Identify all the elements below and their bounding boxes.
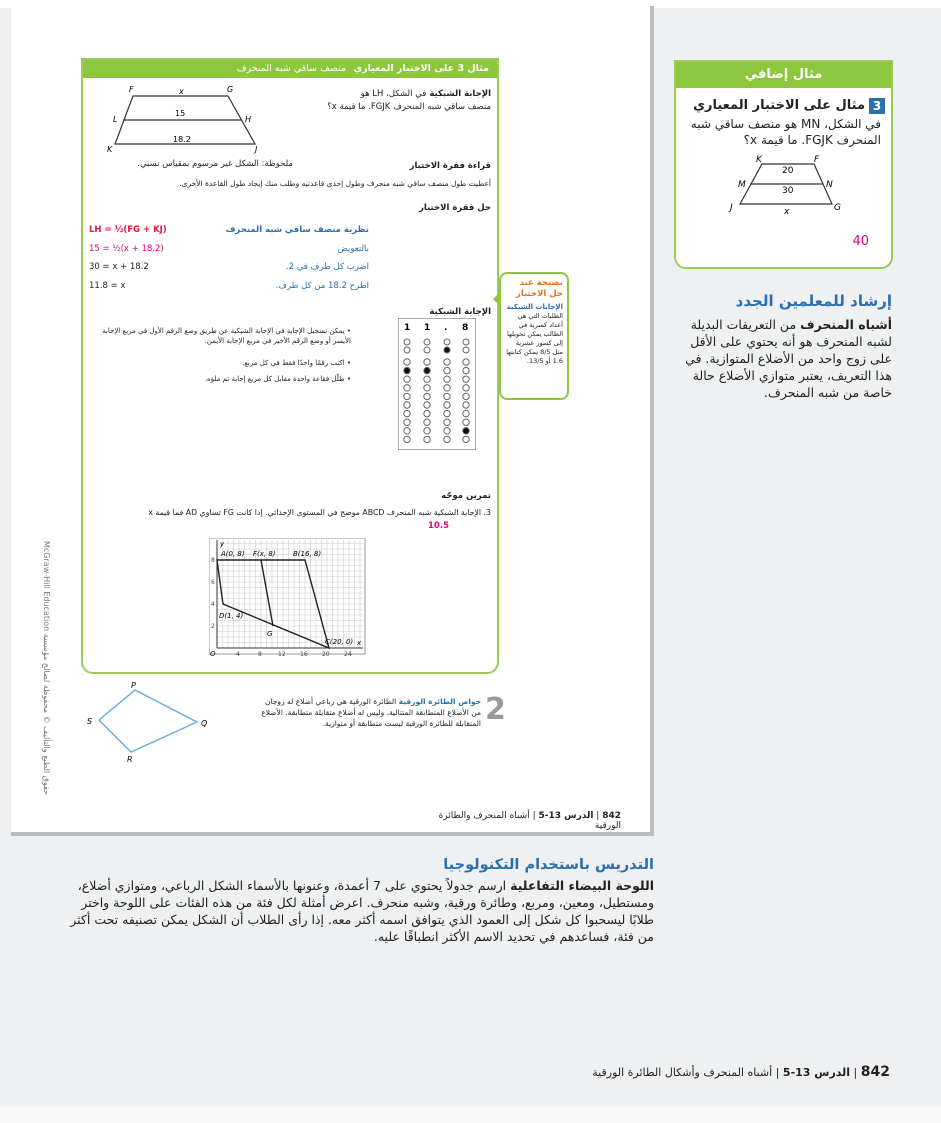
grid-digit: 8 [462,323,469,333]
answer-bubble [404,367,410,373]
grid-answer-title: الإجابة الشبكية [429,307,491,317]
kite-section-number: 2 [485,692,506,727]
coordinate-grid [209,538,369,658]
answer-bubble [444,428,450,434]
step-3-reason: اضرب كل طرف في 2. [285,262,369,272]
step-2-reason: بالتعويض [337,244,369,254]
fig-bot-label: 18.2 [173,135,191,144]
example-header: مثال 3 على الاختبار المعياري منصف ساقي شبه المنحرف [83,60,497,78]
answer-bubble [404,410,410,416]
answer-bubble [424,402,430,408]
answer-bubble [424,385,430,391]
step-2-eq: 15 = ½(x + 18.2) [89,244,164,254]
copyright-vertical: McGraw-Hill Education حقوق الطبع والتأليف © محفوظة لصالح مؤسسة [42,541,51,795]
kite-vertex-P: P [131,682,136,690]
answer-bubble [424,367,430,373]
answer-bubble [404,339,410,345]
technology-teaching-title: التدريس باستخدام التكنولوجيا [443,857,654,873]
y-tick: 8 [211,557,215,564]
label-y: y [220,540,225,548]
fig-mid-label: 15 [175,109,186,118]
grid-digit: 1 [424,323,431,333]
grid-bullet-2: • اكتب رقمًا واحدًا فقط في كل مربع. [241,359,351,367]
answer-bubble [404,359,410,365]
y-tick: 2 [211,623,215,630]
answer-bubble [444,347,450,353]
x-tick: 4 [236,651,240,658]
answer-bubble [404,376,410,382]
answer-bubble [404,347,410,353]
answer-bubble [463,376,469,382]
footer-page-number: 842 [860,1064,890,1080]
kite-vertex-R: R [127,755,133,762]
label-D: D(1, 4) [219,612,244,620]
answer-bubble [444,393,450,399]
answer-bubble [424,419,430,425]
side-vertex-F: F [814,155,820,165]
guided-practice-title: تمرين موجّه [441,491,491,501]
footer-lesson-title: أشباه المنحرف وأشكال الطائرة الورقية [592,1066,773,1079]
label-C: C(20, 0) [325,638,354,646]
fig-top-label: x [179,87,184,96]
answer-bubble [463,428,469,434]
grid-bullet-1: • يمكن تسجيل الإجابة في الإجابة الشبكية عن طريق وضع الرقم الأول في مربع الإجابة الأيسر أو وضع الرقم الأخير في مربع الإجابة الأيمن. [102,327,351,345]
grid-digit: . [444,323,448,333]
side-trapezoid-figure [728,154,848,214]
answer-bubble [424,410,430,416]
answer-bubble [444,410,450,416]
answer-bubble [424,436,430,442]
side-example-answer: 40 [852,234,869,249]
example-number-badge: 3 [869,98,885,114]
kite-outline [99,690,197,752]
figure-note: ملحوظة: الشكل غير مرسوم بمقياس نسبي. [137,159,293,169]
side-vertex-K: K [756,155,762,165]
answer-bubble [404,385,410,391]
vertex-H: H [245,115,252,124]
answer-bubble [444,339,450,345]
grid-question-title: الإجابة الشبكية في الشكل، LH هو [360,89,491,99]
answer-bubble [424,376,430,382]
side-vertex-N: N [826,180,833,190]
kite-text: خواص الطائرة الورقية الطائرة الورقية هي رباعي أضلاع له زوجان من الأضلاع المتطابقة المتتالية، وليس له أضلاع متقابلة متطابقة. الأضلاع المتقابلة للطائرة الورقية ليست متطابقة أو متوازية. [261,697,481,728]
vertex-J: J [255,145,258,154]
answer-bubble [424,393,430,399]
answer-bubble [424,428,430,434]
label-x: x [357,639,362,647]
answer-bubble [444,385,450,391]
y-tick: 6 [211,579,215,586]
answer-bubble [424,359,430,365]
answer-bubble [463,385,469,391]
tip-text: الطلبات التي هي أعداد كسرية في الطالب يمكن تحويلها إلى كسور عشرية مثل 8/5 يمكن كتابتها 1.6 أو 13/5. [506,312,563,365]
label-F: F(x, 8) [253,550,276,558]
side-vertex-M: M [738,180,746,190]
step-3-eq: 30 = x + 18.2 [89,262,149,272]
page-footer: 842 | الدرس 13-5 | أشباه المنحرف وأشكال الطائرة الورقية [592,1064,890,1080]
answer-bubble [404,402,410,408]
side-fig-bot: x [784,207,790,214]
answer-bubble [404,393,410,399]
label-A: A(0, 8) [221,550,245,558]
step-4-reason: اطرح 18.2 من كل طرف. [275,281,369,291]
trapezoid-figure [103,86,273,158]
step-1-reason: نظرية منصف ساقي شبه المنحرف [225,225,369,235]
test-tip-bubble [499,272,569,400]
kite-figure [85,682,215,762]
grid-bullet-3: • ظلّل فقاعة واحدة مقابل كل مربع إجابة تم ملؤه. [204,375,351,383]
answer-bubble [404,419,410,425]
tip-subtitle: الإجابات الشبكية [506,303,563,311]
x-tick: 8 [258,651,262,658]
answer-bubble [404,428,410,434]
step-1-eq: LH = ½(FG + KJ) [89,225,167,235]
side-fig-top: 20 [782,166,794,176]
vertex-F: F [129,86,134,94]
side-example-text: في الشكل، MN هو منصف ساقي شبه المنحرف FGJK. ما قيمة x؟ [690,117,881,147]
bottom-strip [0,1107,941,1123]
y-tick: 4 [211,601,215,608]
answer-bubble [424,347,430,353]
answer-bubble [463,436,469,442]
side-vertex-G: G [834,203,841,213]
question-text: منصف ساقي شبه المنحرف FGJK. ما قيمة x؟ [327,102,491,112]
label-G: G [267,630,273,638]
answer-bubble [463,419,469,425]
step-4-eq: 11.8 = x [89,281,126,291]
answer-bubble [463,359,469,365]
answer-bubble [463,393,469,399]
side-vertex-J: J [730,203,733,213]
answer-bubble [463,402,469,408]
additional-example-header: مثال إضافي [676,62,891,88]
tip-title: نصيحة عند حل الاختبار [515,278,563,299]
answer-bubble [463,410,469,416]
x-tick: 16 [300,651,308,658]
inner-page-footer: 842 | الدرس 13-5 | أشباه المنحرف والطائرة الورقية [438,811,621,831]
vertex-L: L [113,115,118,124]
read-text: أعطيت طول منصف ساقي شبه منحرف وطول إحدى قاعدتيه وطلب منك إيجاد طول القاعدة الأخرى. [179,179,491,188]
answer-bubble [444,402,450,408]
answer-bubble [444,436,450,442]
answer-bubble [463,347,469,353]
x-tick: 12 [278,651,286,658]
answer-bubble [424,339,430,345]
x-tick: 24 [344,651,352,658]
answer-bubble [444,367,450,373]
new-teachers-guide-text: أشباه المنحرف من التعريفات البديلة لشبه المنحرف هو أنه يحتوي على الأقل على زوج واحد من الأضلاع المتوازية. في هذا التعريف، يعتبر متوازي الأضلاع حالة خاصة من شبه المنحرف. [685,317,892,400]
read-title: قراءة فقرة الاختبار [409,161,491,171]
x-tick: 20 [322,651,330,658]
guided-question: 3. الإجابة الشبكية شبه المنحرف ABCD موضح في المستوى الإحداثي. إذا كانت FG تساوي AD فما قيمة x [148,508,491,517]
new-teachers-guide-title: إرشاد للمعلمين الجدد [735,292,892,310]
answer-bubble [444,376,450,382]
vertex-G: G [227,86,234,94]
answer-bubble [463,367,469,373]
side-example-title: مثال على الاختبار المعياري [693,98,865,113]
technology-teaching-text: اللوحة البيضاء التفاعلية ارسم جدولاً يحتوي على 7 أعمدة، وعنونها بالأسماء الشكل الرباعي، ومتوازي أضلاع، ومستطيل، ومعين، ومربع، وطائرة ورقية، وشبه منحرف. اعرض أمثلة لكل فئة من هذه الفئات على اللوحة واختر طلابًا ليسحبوا كل شكل إلى العمود الذي يتوافق اسمه أكثر معه. إذا رأى الطلاب أن الشكل يمكن تصنيفه تحت أكثر من فئة، فساعدهم في تحديد الاسم الأكثر انطباقًا عليه. [70,878,654,944]
solve-title: حل فقرة الاختبار [418,203,491,213]
footer-lesson: الدرس 13-5 [782,1066,851,1079]
side-fig-mid: 30 [782,186,794,196]
label-B: B(16, 8) [293,550,322,558]
answer-bubble-grid [398,318,476,450]
grid-digit: 1 [404,323,411,333]
answer-bubble [444,359,450,365]
student-page [11,6,654,836]
answer-bubble [463,339,469,345]
kite-vertex-S: S [87,717,93,726]
answer-bubble [444,419,450,425]
vertex-K: K [107,145,113,154]
kite-vertex-Q: Q [201,719,208,728]
guided-answer: 10.5 [428,521,449,531]
label-origin: O [210,650,216,658]
answer-bubble [404,436,410,442]
additional-example-box [674,60,893,269]
